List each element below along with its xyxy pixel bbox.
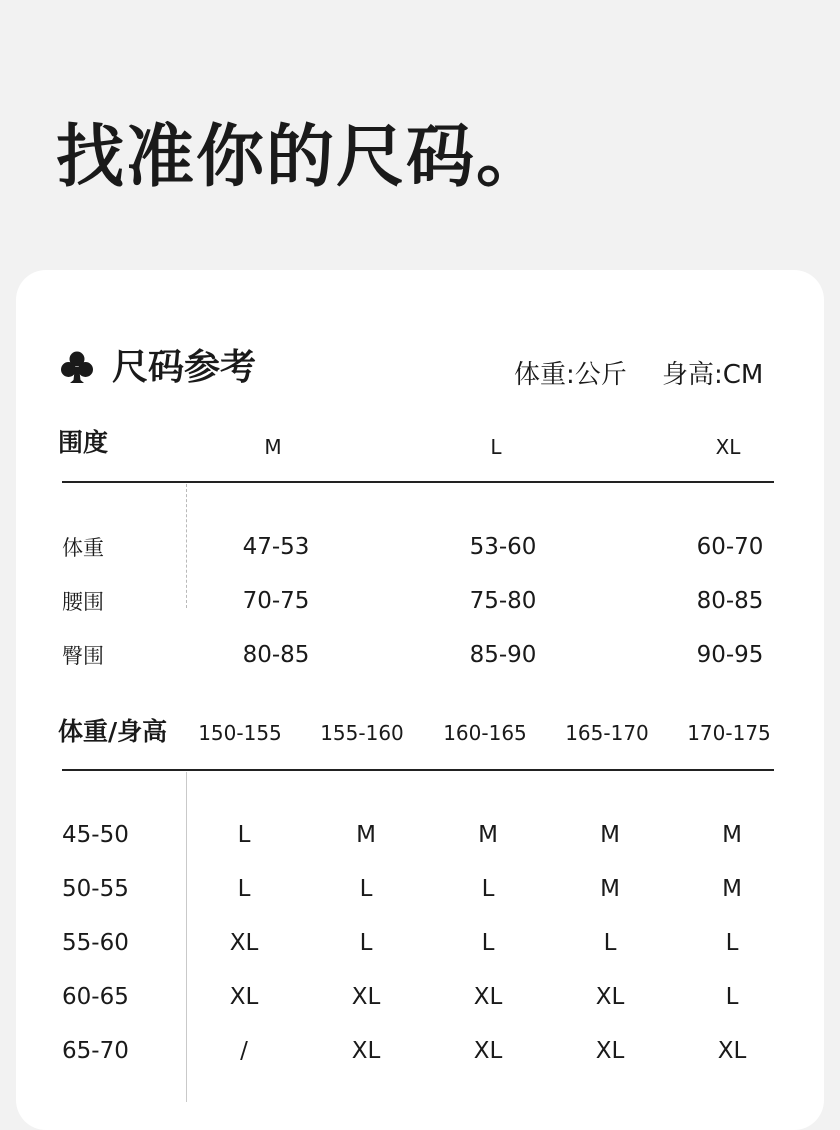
section-title: 尺码参考 [112, 347, 257, 388]
measure-size-m: M [264, 435, 282, 459]
size-cell: L [359, 930, 373, 956]
size-cell: M [356, 822, 376, 848]
size-cell: XL [229, 984, 259, 1010]
measure-table-header-label: 围度 [58, 428, 109, 457]
page-title: 找准你的尺码。 [56, 118, 547, 197]
measure-table-divider [62, 481, 774, 483]
measure-cell: 80-85 [696, 588, 764, 614]
size-cell: M [722, 876, 742, 902]
height-range-header: 160-165 [443, 721, 527, 745]
size-cell: XL [351, 984, 381, 1010]
weight-range-label: 50-55 [62, 876, 129, 902]
measure-cell: 53-60 [469, 534, 537, 560]
size-cell: / [240, 1038, 248, 1064]
size-cell: L [481, 876, 495, 902]
size-cell: L [725, 930, 739, 956]
measure-row-label: 体重 [62, 536, 104, 560]
measure-size-xl: XL [715, 435, 741, 459]
measure-cell: 80-85 [242, 642, 310, 668]
measure-cell: 90-95 [696, 642, 764, 668]
height-range-header: 155-160 [320, 721, 404, 745]
height-range-header: 170-175 [687, 721, 771, 745]
measure-row-label: 臀围 [62, 644, 104, 668]
height-unit-label: 身高:CM [662, 360, 764, 390]
size-cell: M [722, 822, 742, 848]
size-cell: XL [717, 1038, 747, 1064]
club-icon [60, 350, 94, 384]
weight-range-label: 65-70 [62, 1038, 129, 1064]
size-cell: M [478, 822, 498, 848]
size-table-header-label: 体重/身高 [58, 717, 168, 746]
size-cell: L [237, 876, 251, 902]
measure-table-column-separator [186, 484, 187, 608]
size-cell: XL [473, 1038, 503, 1064]
size-cell: L [237, 822, 251, 848]
size-cell: XL [229, 930, 259, 956]
size-cell: L [481, 930, 495, 956]
height-range-header: 165-170 [565, 721, 649, 745]
measure-cell: 70-75 [242, 588, 310, 614]
size-cell: XL [351, 1038, 381, 1064]
weight-range-label: 60-65 [62, 984, 129, 1010]
size-cell: XL [595, 984, 625, 1010]
height-range-header: 150-155 [198, 721, 282, 745]
size-chart-card [16, 270, 824, 1130]
measure-size-l: L [490, 435, 502, 459]
weight-unit-label: 体重:公斤 [514, 360, 627, 390]
measure-cell: 75-80 [469, 588, 537, 614]
size-cell: M [600, 822, 620, 848]
size-cell: XL [473, 984, 503, 1010]
size-cell: XL [595, 1038, 625, 1064]
size-cell: M [600, 876, 620, 902]
weight-range-label: 55-60 [62, 930, 129, 956]
measure-cell: 60-70 [696, 534, 764, 560]
size-cell: L [603, 930, 617, 956]
size-cell: L [725, 984, 739, 1010]
measure-cell: 47-53 [242, 534, 310, 560]
measure-cell: 85-90 [469, 642, 537, 668]
measure-row-label: 腰围 [62, 590, 104, 614]
weight-range-label: 45-50 [62, 822, 129, 848]
size-cell: L [359, 876, 373, 902]
size-table-divider [62, 769, 774, 771]
